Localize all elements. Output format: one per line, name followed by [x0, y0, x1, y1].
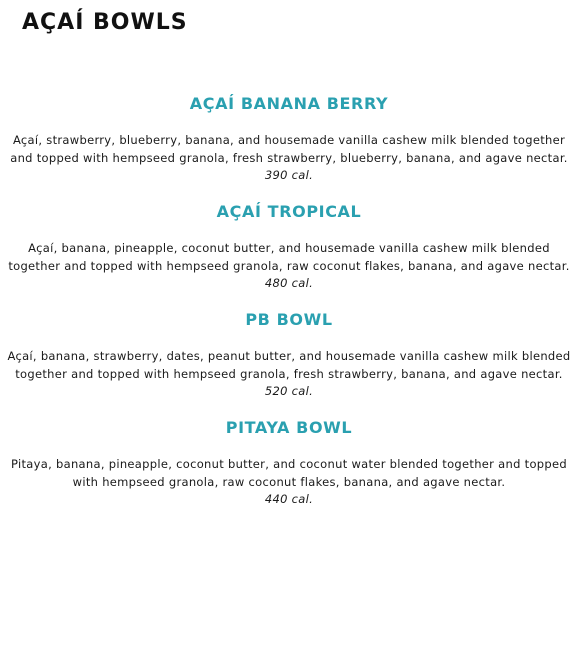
menu-item-pitaya-bowl	[0, 418, 578, 508]
item-name: AÇAÍ TROPICAL	[216, 202, 362, 221]
item-calories: 390 cal.	[264, 168, 314, 182]
menu-item-acai-banana-berry	[0, 94, 578, 184]
item-description: Açaí, banana, strawberry, dates, peanut butter, and housemade vanilla cashew milk blended together and topped with hempseed granola, fresh strawberry, banana, and agave nectar.	[7, 349, 571, 381]
item-calories: 480 cal.	[264, 276, 314, 290]
item-description: Açaí, strawberry, blueberry, banana, and housemade vanilla cashew milk blended together and topped with hempseed granola, fresh strawberry, blueberry, banana, and agave nectar.	[10, 133, 568, 165]
item-description: Pitaya, banana, pineapple, coconut butter, and coconut water blended together and topped with hempseed granola, raw coconut flakes, banana, and agave nectar.	[11, 457, 567, 489]
item-name: PB BOWL	[245, 310, 333, 329]
menu-item-acai-tropical	[0, 202, 578, 292]
item-name: AÇAÍ BANANA BERRY	[189, 94, 389, 113]
menu-item-pb-bowl	[0, 310, 578, 400]
item-calories: 440 cal.	[264, 492, 314, 506]
menu-list	[0, 94, 578, 526]
item-calories: 520 cal.	[264, 384, 314, 398]
item-description: Açaí, banana, pineapple, coconut butter, and housemade vanilla cashew milk blended together and topped with hempseed granola, raw coconut flakes, banana, and agave nectar.	[8, 241, 570, 273]
page-title: AÇAÍ BOWLS	[22, 10, 188, 35]
item-name: PITAYA BOWL	[225, 418, 353, 437]
